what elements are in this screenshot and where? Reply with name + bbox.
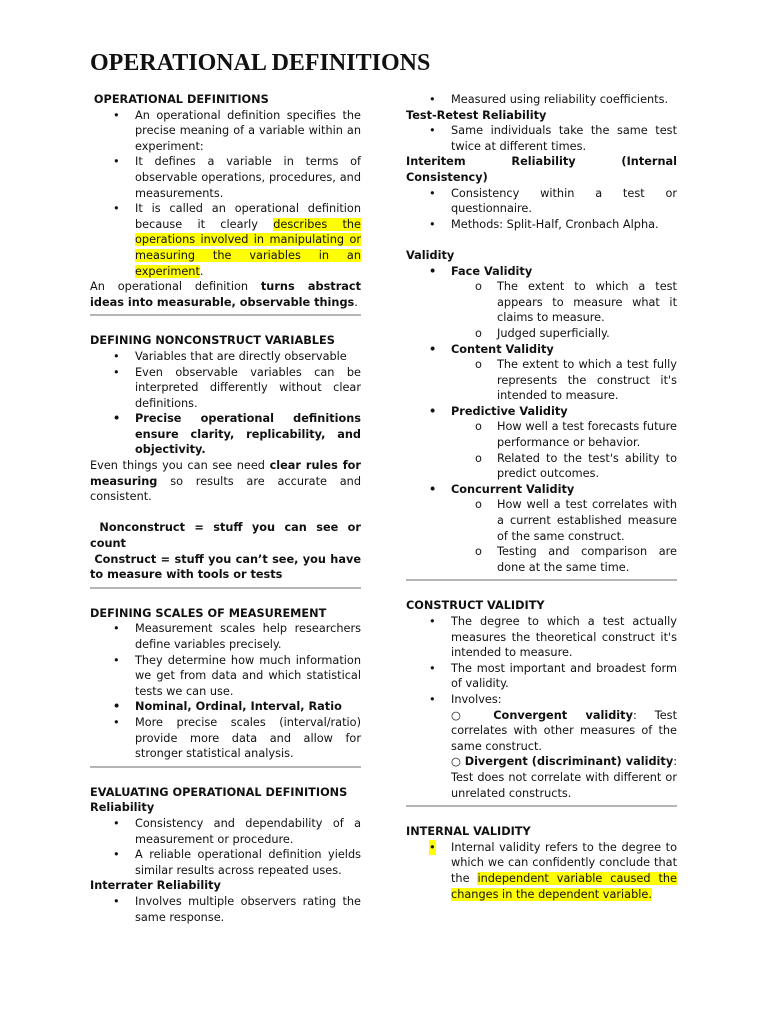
reliability-list (90, 816, 361, 878)
list-item: • They determine how much information we get from data and which statistical tests we can use. (90, 653, 361, 700)
subheading-validity: Validity (406, 248, 455, 262)
interrater-list (90, 894, 361, 925)
subheading-interitem: Interitem Reliability (Internal Consistency) (406, 155, 677, 184)
bold-text: Convergent validity (493, 708, 633, 722)
subheading-test-retest: Test-Retest Reliability (406, 108, 547, 122)
validity-list-concurrent (406, 482, 677, 498)
circle-bullet-icon: ○ (451, 708, 494, 722)
divergent-validity-item (451, 754, 677, 801)
interitem-list (406, 186, 677, 233)
scales-list (90, 621, 361, 761)
sub-list-item: o How well a test correlates with a current established measure of the same construct. (406, 497, 677, 544)
sub-list-item: o How well a test forecasts future performance or behavior. (406, 419, 677, 450)
list-item: • Even observable variables can be interpreted differently without clear definitions. (90, 365, 361, 412)
construct-validity-list (406, 614, 677, 801)
bold-text: clear rules for measuring (90, 459, 361, 488)
list-item-text-end: . (199, 264, 204, 278)
list-item: • Consistency and dependability of a measurement or procedure. (90, 816, 361, 847)
item-text: : Test correlates with other measures of the same construct. (451, 708, 677, 753)
list-item: • Precise operational definitions ensure clarity, replicability, and objectivity. (90, 411, 361, 458)
list-item: • More precise scales (interval/ratio) provide more data and allow for stronger statistical analysis. (90, 715, 361, 762)
section-heading-operational-definitions: OPERATIONAL DEFINITIONS (90, 93, 269, 106)
list-item (90, 201, 361, 279)
item-text: : Test does not correlate with different or unrelated constructs. (451, 755, 677, 800)
list-item-text: It is called an operational definition because it clearly (135, 202, 361, 231)
validity-list-predictive (406, 404, 677, 420)
list-item-text: Internal validity refers to the degree to which we can confidently conclude that the (451, 840, 677, 885)
list-item: • Variables that are directly observable (90, 349, 361, 365)
circle-bullet-icon: ○ (451, 755, 465, 769)
summary-paragraph (90, 279, 361, 310)
subheading-interrater: Interrater Reliability (90, 879, 221, 893)
list-item: • Measured using reliability coefficients. (406, 92, 677, 108)
sub-list-item: o The extent to which a test appears to measure what it claims to measure. (406, 279, 677, 326)
operational-definitions-list (90, 108, 361, 280)
sub-list-item: o Judged superficially. (406, 326, 677, 342)
convergent-validity-item (451, 708, 677, 755)
highlighted-text: independent variable caused the changes in the dependent variable. (451, 871, 677, 901)
right-column (406, 92, 677, 902)
bold-text: turns abstract ideas into measurable, observable things (90, 280, 361, 309)
face-validity-list (406, 279, 677, 341)
subheading-reliability: Reliability (90, 801, 155, 815)
paragraph-text-end: so results are accurate and consistent. (90, 474, 361, 504)
internal-validity-list (406, 840, 677, 902)
section-heading-evaluating: EVALUATING OPERATIONAL DEFINITIONS (90, 785, 348, 799)
predictive-validity-list (406, 419, 677, 481)
bold-text: Divergent (discriminant) validity (464, 755, 674, 769)
section-heading-construct-validity: CONSTRUCT VALIDITY (406, 599, 545, 613)
section-heading-internal-validity: INTERNAL VALIDITY (406, 825, 531, 839)
list-item-predictive-validity: • Predictive Validity (406, 404, 677, 420)
left-column (90, 92, 365, 925)
list-item: • A reliable operational definition yields similar results across repeated uses. (90, 847, 361, 878)
construct-note: Construct = stuff you can’t see, you have to measure with tools or tests (90, 552, 365, 582)
validity-list-content (406, 342, 677, 358)
list-item (406, 840, 677, 902)
list-item: • Same individuals take the same test twice at different times. (406, 123, 677, 154)
list-item-concurrent-validity: • Concurrent Validity (406, 482, 677, 498)
rules-paragraph (90, 458, 361, 505)
list-item: • The most important and broadest form of validity. (406, 661, 677, 692)
paragraph-text: An operational definition (90, 280, 261, 294)
validity-list (406, 264, 677, 280)
paragraph-text: Even things you can see need (90, 459, 270, 473)
list-item-content-validity: • Content Validity (406, 342, 677, 358)
list-item: • The degree to which a test actually measures the theoretical construct it's intended to measure. (406, 614, 677, 661)
list-item: • Methods: Split-Half, Cronbach Alpha. (406, 217, 677, 233)
nonconstruct-note: Nonconstruct = stuff you can see or count (90, 521, 365, 551)
continued-list (406, 92, 677, 108)
section-heading-nonconstruct: DEFINING NONCONSTRUCT VARIABLES (90, 334, 335, 348)
test-retest-list (406, 123, 677, 154)
list-item: • Consistency within a test or questionnaire. (406, 186, 677, 217)
list-item-face-validity: • Face Validity (406, 264, 677, 280)
list-item: • Nominal, Ordinal, Interval, Ratio (90, 699, 361, 715)
list-item: • Involves multiple observers rating the same response. (90, 894, 361, 925)
list-item: • Measurement scales help researchers define variables precisely. (90, 621, 361, 652)
sub-list-item: o The extent to which a test fully represents the construct it's intended to measure. (406, 357, 677, 404)
section-heading-scales: DEFINING SCALES OF MEASUREMENT (90, 606, 327, 620)
highlighted-text: describes the operations involved in manipulating or measuring the variables in an experiment (135, 217, 361, 278)
nonconstruct-list (90, 349, 361, 458)
list-item: • An operational definition specifies the precise meaning of a variable within an experiment: (90, 108, 361, 155)
sub-list-item: o Testing and comparison are done at the same time. (406, 544, 677, 575)
paragraph-text-end: . (354, 295, 358, 309)
list-item: • It defines a variable in terms of observable operations, procedures, and measurements. (90, 154, 361, 201)
sub-list-item: o Related to the test's ability to predict outcomes. (406, 451, 677, 482)
list-item (406, 692, 677, 801)
list-item-text: • Involves: (451, 692, 502, 706)
concurrent-validity-list (406, 497, 677, 575)
page-title: OPERATIONAL DEFINITIONS (90, 50, 431, 76)
content-validity-list (406, 357, 677, 404)
